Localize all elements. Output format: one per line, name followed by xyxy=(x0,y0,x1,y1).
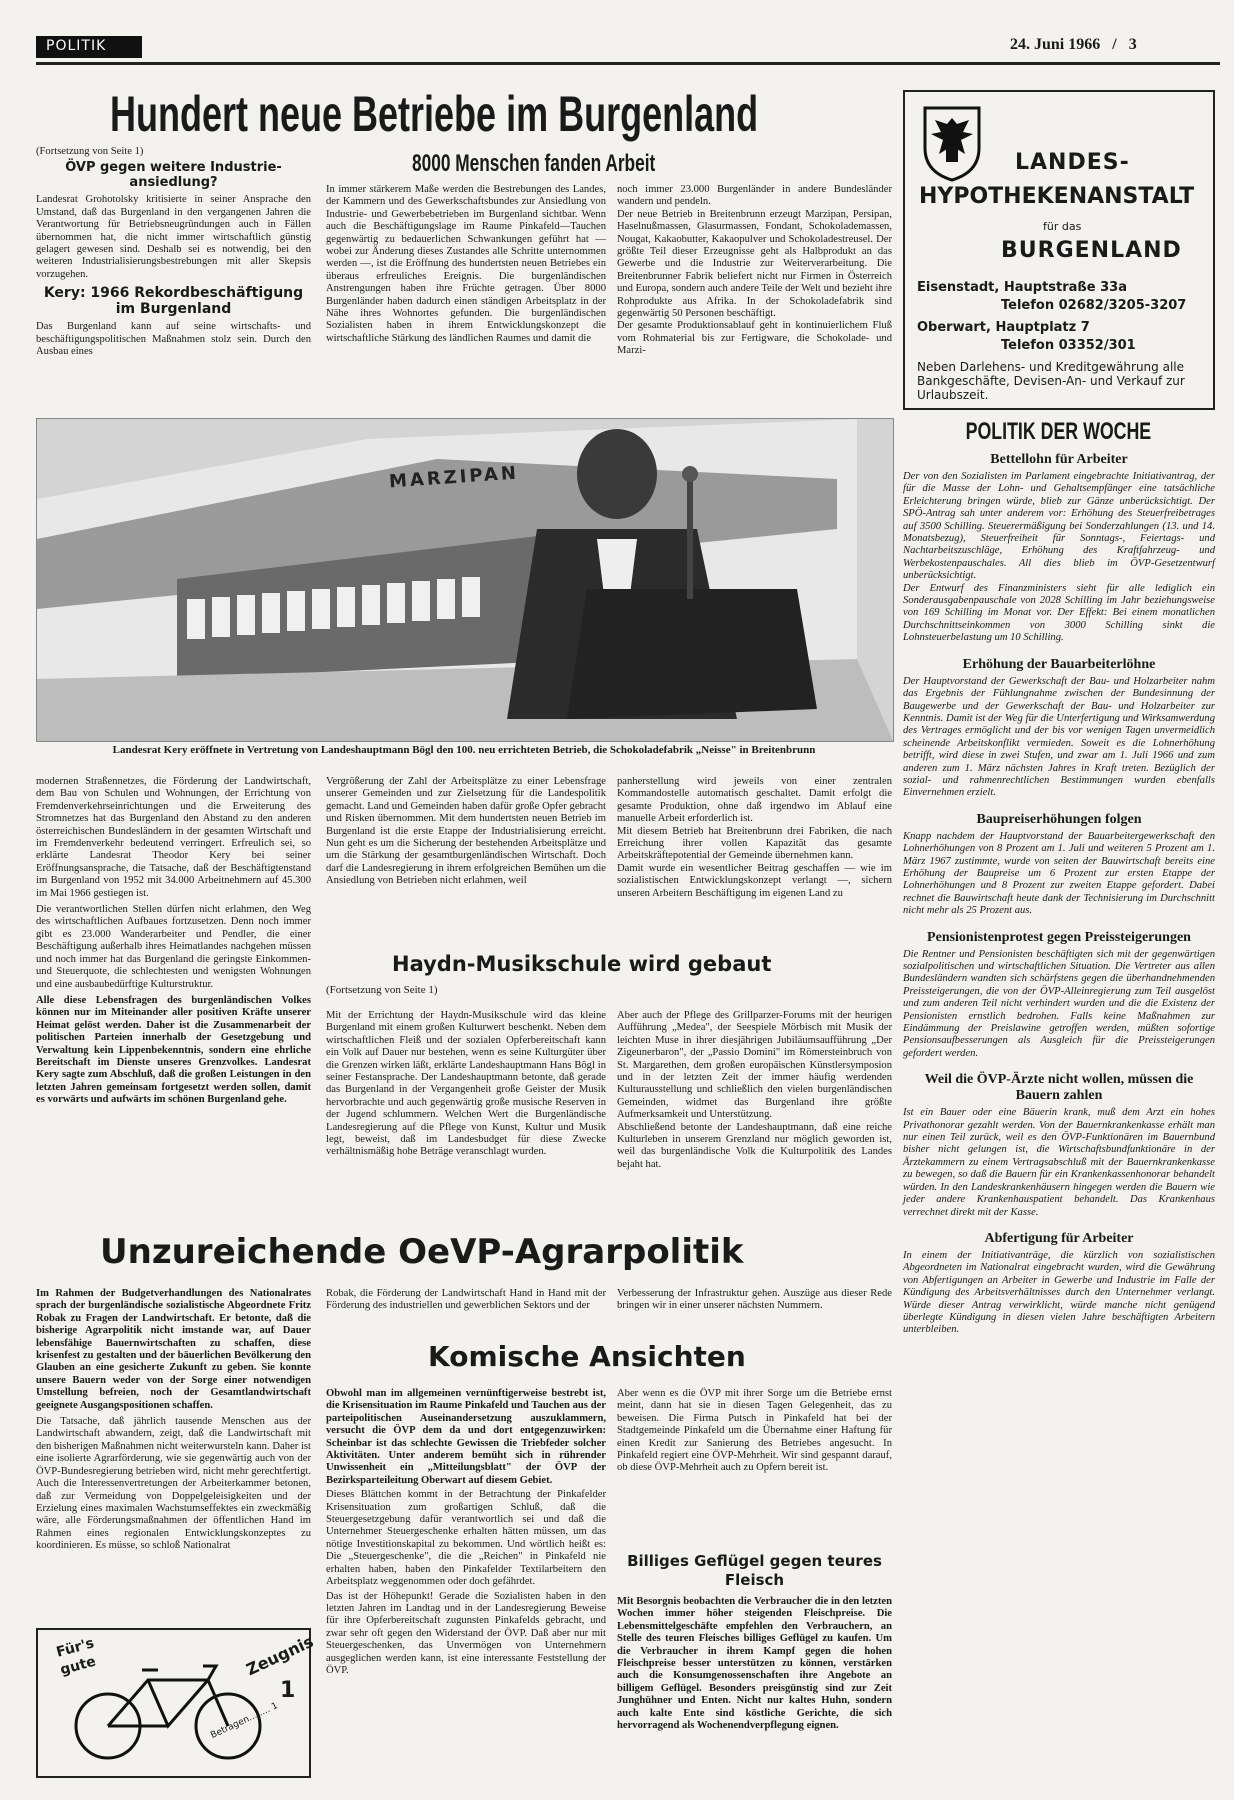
paragraph: Verbesserung der Infrastruktur gehen. Auszüge aus dieser Rede bringen wir in einer unserer nächsten Nummern. xyxy=(617,1288,892,1312)
ad-phone-1: Telefon 02682/3205-3207 xyxy=(1001,298,1187,313)
sidebar-head-1: Bettellohn für Arbeiter xyxy=(990,452,1128,467)
paragraph: modernen Straßennetzes, die Förderung der Landwirtschaft, dem Bau von Schulen und Wohnungen, der Errichtung von Fremdenverkehrseinrichtungen und die Erweiterung des Stromnetzes hat das Burgenland den Abstand zu den anderen österreichischen Bundesländern in der gesamten Wirtschaft und im Fremdenverkehr bedeutend verringert. Erfreulich sei, so erklärte Landesrat Theodor Kery bei seiner Eröffnungsansprache, die Tatsache, daß der Beschäftigtenstand im Burgenland von 1952 mit 34.000 Arbeitnehmern auf 45.300 im Mai 1966 gestiegen ist. xyxy=(36,776,311,899)
subhead-kery: Kery: 1966 Rekordbeschäftigung im Burgenland xyxy=(43,285,304,318)
ad-fuer: für das xyxy=(1043,220,1082,233)
paragraph: Ist ein Bauer oder eine Bäuerin krank, muß dem Arzt ein hohes Privathonorar gezahlt werden. Von der Bauernkrankenkasse erhält man nur einen Teil zurück, weil es den ÖVP-Funktionären im Bauernbund bisher nicht gelungen ist, die Wirtschaftsbundfunktionäre in der Ärztekammern zu einem Vertragsabschluß mit der Bauernkrankenkasse zu bewegen, so daß die Bauern für ein Krankenkassenhonorar behandelt würden. In den Landeskrankenhäusern hingegen werden die Bauern wie jeder andere Krankenhauspatient behandelt. Das Krankenhaus verrechnet direkt mit der Kasse. xyxy=(903,1107,1215,1218)
lower-col-2 xyxy=(326,776,606,888)
haydn-col-1 xyxy=(326,1010,606,1159)
komisch-col-2 xyxy=(617,1388,892,1475)
main-headline: Hundert neue Betriebe im Burgenland xyxy=(110,86,759,142)
sidebar-title: POLITIK DER WOCHE xyxy=(965,418,1152,445)
subhead-oevp: ÖVP gegen weitere Industrie-ansiedlung? xyxy=(65,160,282,191)
paragraph: Obwohl man im allgemeinen vernünftigerweise bestrebt ist, die Krisensituation im Raume Pinkafeld und Tauchen aus der parteipolitischen Auseinandersetzung auszuklammern, versucht die ÖVP dem da und dort entgegenzuwirken: Scheinbar ist das schlechte Gewissen die Triebfeder solcher Aktivitäten. Unter anderem bemüht sich in rührender Unwissenheit ein „Mitteilungsblatt" der ÖVP der Bezirksparteileitung Oberwart auf diesem Gebiet. xyxy=(326,1388,606,1486)
page-number: 3 xyxy=(1128,36,1137,53)
ad-name-3: BURGENLAND xyxy=(1001,238,1182,263)
gefluegel-body xyxy=(617,1596,892,1732)
paragraph: Der von den Sozialisten im Parlament eingebrachte Initiativantrag, der für die Masse der Lohn- und Gehaltsempfänger eine tatsächliche Erleichterung bringen würde, blieb zur Gänze unberücksichtigt. Der SPÖ-Antrag sah unter anderem vor: Erhöhung des Steuerfreibetrages auf 3500 Schilling. Steuerermäßigung bei Sonderzahlungen (13. und 14. Monatsbezug), Steuerfreiheit für Sonntags-, Feiertags- und Nachtarbeitszuschläge, Erhöhung des Kraftfahrzeug- und Werbekostenpauschales. All dies blieb im ÖVP-Gesetzentwurf unberücksichtigt. xyxy=(903,471,1215,582)
paragraph: In immer stärkerem Maße werden die Bestrebungen des Landes, der Kammern und des Gewerkschaftsbundes zur Ansiedlung von Industrie- und Gewerbebetrieben im Burgenland sichtbar. Wenn auch die Beschäftigungslage im Raume Pinkafeld—Tauchen gegenwärtig zu bedauerlichen Schwankungen geführt hat — wobei zur Änderung dieses Zustandes alle Schritte unternommen werden —, ist die Eröffnung des hundertsten neuen Betriebes ein überaus erfreuliches Ereignis. Die burgenländischen Anstrengungen haben ihre Früchte getragen. Über 8000 Burgenländer haben dadurch einen ständigen Arbeitsplatz in der Nähe ihres Wohnortes gefunden. Die burgenländischen Sozialisten haben in ihrem Entwicklungskonzept die wirtschaftliche Stärkung des ländlichen Raumes und damit die xyxy=(326,184,606,344)
paragraph: Vergrößerung der Zahl der Arbeitsplätze zu einer Lebensfrage unserer Gemeinden und zur Zielsetzung für die Landespolitik gemacht. Land und Gemeinden haben dafür große Opfer gebracht und Risken übernommen. Mit dem hundertsten neuen Betrieb im Burgenland ist die erste Etappe der Industrialisierung erreicht. Nun geht es um die Sicherung der bestehenden Arbeitsplätze und um die Stärkung der gesamtburgenländischen Wirtschaft. Doch darf die Landesregierung in ihrem erfolgreichen Bemühen um die Ansiedlung von Betrieben nicht erlahmen, weil xyxy=(326,776,606,887)
paragraph: Der Entwurf des Finanzministers sieht für alle lediglich ein Sonderausgabenpauschale von 2028 Schilling im Jahr beziehungsweise von 169 Schilling im Monat vor. Der Effekt: Bei einem monatlichen Durchschnittseinkommen von 3000 Schilling sinkt die Lohnsteuerbelastung um 10 Schilling. xyxy=(903,582,1215,644)
paragraph: Aber wenn es die ÖVP mit ihrer Sorge um die Betriebe ernst meint, dann hat sie in diesen Tagen Gelegenheit, das zu beweisen. Die Firma Putsch in Pinkafeld hat bei der Stadtgemeinde Pinkafeld um die Übernahme einer Haftung für einen Kredit zur Sanierung des Betriebes angesucht. In Pinkafeld regiert eine ÖVP-Mehrheit. Wir sind gespannt darauf, ob diese ÖVP-Mehrheit auch zu Opfern bereit ist. xyxy=(617,1388,892,1474)
haydn-headline: Haydn-Musikschule wird gebaut xyxy=(392,952,772,976)
eagle-crest-icon xyxy=(917,102,987,182)
komisch-col-1 xyxy=(326,1388,606,1677)
paragraph: Die Rentner und Pensionisten beschäftigten sich mit der gegenwärtigen sozialpolitischen und wirtschaftlichen Situation. Die Vertreter aus allen Bundesländern wandten sich schärfstens gegen die überhandnehmenden Preissteigerungen, die von der ÖVP-Alleinregierung zum Teil ausgelöst und zum anderen Teil nicht verhindert wurden und die die Existenz der Pensionisten ernstlich bedrohen. Falls keine Maßnahmen zur Eindämmung der Preislawine getroffen werden, müßten sofortige Pensionsaufbesserungen als Ausgleich für die Preissteigerungen gefordert werden. xyxy=(903,948,1215,1059)
header-rule xyxy=(36,62,1220,65)
sidebar-head-5: Weil die ÖVP-Ärzte nicht wollen, müssen die Bauern zahlen xyxy=(924,1072,1194,1104)
paragraph: In einem der Initiativanträge, die kürzlich von sozialistischen Abgeordneten im Nationalrat eingebracht wurden, wird die Gewährung von Abfertigungen an Arbeiter in Gewerbe und Industrie im Falle der Kündigung des Arbeitsverhältnisses durch den Unternehmer verlangt. Würde dieser Antrag verwirklicht, würde manche nicht genügend überlegte Kündigung in diesen vielen Jahre beschäftigten Arbeitern unterbleiben. xyxy=(903,1249,1215,1336)
photo-caption: Landesrat Kery eröffnete in Vertretung von Landeshauptmann Bögl den 100. neu errichteten Betrieb, die Schokoladefabrik „Neisse" in Breitenbrunn xyxy=(112,744,816,756)
paragraph: Das Burgenland kann auf seine wirtschafts- und beschäftigungspolitischen Maßnahmen stolz sein. Durch den Ausbau eines xyxy=(36,321,311,358)
paragraph: Landesrat Grohotolsky kritisierte in seiner Ansprache den Umstand, daß das Burgenland in den vergangenen Jahren die Verantwortung für Betriebsneugründungen auch in Fällen übernommen hat, die nicht immer wirtschaftlich günstig gelagert gewesen sind. Deshalb sei es notwendig, bei den weiteren Industrialisierungsbestrebungen mit aller Skepsis vorzugehen. xyxy=(36,194,311,280)
haydn-continued: (Fortsetzung von Seite 1) xyxy=(326,984,438,996)
bike-ad-text-1: Für's xyxy=(54,1635,96,1661)
paragraph: Robak, die Förderung der Landwirtschaft Hand in Hand mit der Förderung des industriellen und gewerblichen Sektors und der xyxy=(326,1288,606,1312)
paragraph: Die Tatsache, daß jährlich tausende Menschen aus der Landwirtschaft abwandern, zeigt, daß die Landwirtschaft mit den bisherigen Maßnahmen nicht weiterwursteln kann. Daher ist eine isolierte Agrarförderung, wie sie gegenwärtig auch von der ÖVP-Bundesregierung betrieben wird, nicht mehr gerechtfertigt. Auch die Interessenvertretungen der Arbeiterkammer betonen, daß zur Vermeidung von Doppelgeleisigkeiten und der Erzielung eines maximalen Wachstumseffektes ein zweckmäßig wäre, alle Förderungsmaßnahmen der öffentlichen Hand im Rahmen eines regionalen Entwicklungskonzeptes zu koordinieren. Es müsse, so schloß Nationalrat xyxy=(36,1416,311,1552)
paragraph: panherstellung wird jeweils von einer zentralen Kommandostelle automatisch geschaltet. Damit erfolgt die gesamte Produktion, ohne daß irgendwo im Ablauf eine manuelle Arbeit erforderlich ist. xyxy=(617,776,892,825)
sidebar-head-3: Baupreiserhöhungen folgen xyxy=(976,811,1142,827)
factory-sign: MARZIPAN xyxy=(388,462,520,493)
paragraph: Aber auch der Pflege des Grillparzer-Forums mit der heurigen Aufführung „Medea", der Seespiele Mörbisch mit Musik der leichten Muse in ihrer diesjährigen Jubiläumsaufführung „Der Zigeunerbaron", der „Passio Domini" im Römersteinbruch von St. Margarethen, dem großen europäischen Künstlersymposion und in der letzten Zeit der immer häufig werdenden Kulturausstellung und schließlich den vielen burgenländischen Gemeinden, widmet das Burgenland ihre größte Aufmerksamkeit und Unterstützung. xyxy=(617,1010,892,1121)
haydn-col-2 xyxy=(617,1010,892,1171)
bank-advertisement xyxy=(903,90,1215,410)
ad-address-1: Eisenstadt, Hauptstraße 33a xyxy=(917,280,1127,295)
issue-date: 24. Juni 1966 xyxy=(1010,36,1101,53)
article-col-3 xyxy=(617,184,892,358)
header-date-line xyxy=(1010,36,1137,54)
article-col-2 xyxy=(326,184,606,345)
paragraph: Im Rahmen der Budgetverhandlungen des Nationalrates sprach der burgenländische sozialistische Abgeordnete Fritz Robak zu Fragen der Landwirtschaft. Er betonte, daß die bisherige Agrarpolitik nicht imstande war, auf Dauer lebensfähige Bauernwirtschaften zu schaffen, diese krisenfest zu gestalten und der bäuerlichen Bevölkerung den Glauben an eine gesicherte Zukunft zu geben. Sie konnte unsere Bauern weder von der Sorge einer notwendigen Umstellung befreien, noch der Gesamtlandwirtschaft geeignete Ausgangspositionen schaffen. xyxy=(36,1288,311,1411)
paragraph: Mit der Errichtung der Haydn-Musikschule wird das kleine Burgenland mit einem großen Kulturwert beschenkt. Neben dem wirtschaftlichen Fleiß und der sozialen Opferbereitschaft kann ein Volk auf Dauer nur bestehen, wenn es seine Kulturgüter über die Grenzen wirken läßt, erklärte Landeshauptmann Hans Bögl in seiner Festansprache. Der Landeshauptmann betonte, daß gerade das Burgenland in der Vergangenheit große Geister der Musik hervorbrachte und auch gegenwärtig große musische Reserven in der Jugend schlummern. Welchen Wert die Burgenländische Landesregierung auf die Pflege von Kunst, Kultur und Musik legt, beweist, daß im Landesbudget für diese Zwecke verhältnismäßig hohe Beträge veranschlagt wurden. xyxy=(326,1010,606,1158)
agrar-col-1 xyxy=(36,1288,311,1553)
paragraph: Mit Besorgnis beobachten die Verbraucher die in den letzten Wochen immer höher steigenden Fleischpreise. Die Lebensmittelgeschäfte empfehlen den Verbrauchern, an Stelle des teuren Fleisches billiges Geflügel zu kaufen. Um die Verbraucher in ihrem Kampf gegen die hohen Fleischpreise besser unterstützen zu können, verstärken auch die Konsumgenossenschaften ihre Angebote an billigem Geflügel. Besonders preisgünstig sind zur Zeit Junghühner und Enten. Nicht nur kaltes Huhn, sondern auch kalte Ente sind köstliche Gerichte, die sich hervorragend als Wochenendverpflegung eignen. xyxy=(617,1596,892,1732)
agrar-headline: Unzureichende OeVP-Agrarpolitik xyxy=(100,1232,744,1272)
gefluegel-headline: Billiges Geflügel gegen teures Fleisch xyxy=(627,1552,882,1589)
bike-ad-text-3: Zeugnis xyxy=(243,1631,317,1680)
komisch-headline: Komische Ansichten xyxy=(428,1340,746,1373)
sidebar-head-4: Pensionistenprotest gegen Preissteigerungen xyxy=(927,929,1191,945)
paragraph: Die verantwortlichen Stellen dürfen nicht erlahmen, den Weg des wirtschaftlichen Aufbaues fortzusetzen. Denn noch immer gibt es 23.000 Wanderarbeiter und Pendler, die einer Beschäftigung außerhalb ihres Heimatlandes nachgehen müssen und noch immer hat das Burgenland die geringste Einkommen- und Steuerquote, die schlechtesten und wenigsten Wohnungen und eine ausbaubedürftige Kulturstruktur. xyxy=(36,904,311,990)
paragraph: Der Hauptvorstand der Gewerkschaft der Bau- und Holzarbeiter nahm das Ergebnis der Fühlungnahme zwischen der Bundesinnung der Baugewerbe und der Gewerkschaft der Bau- und Holzarbeiter zur Kenntnis. Damit ist der Weg für die Unterfertigung und Wirksamwerdung des Vertrages ermöglicht und der bis vor wenigen Tagen unvermeidlich scheinende Arbeitskonflikt vermieden. Soweit es die Lohnerhöhung betrifft, wird diese in zwei Stufen, und zwar am 1. Juli 1966 und zum anderen zum 1. März nächsten Jahres in Kraft treten. Bezüglich der sozial- und rahmenrechtlichen Bestimmungen wurden ebenfalls Einvernehmen erzielt. xyxy=(903,675,1215,799)
bike-ad-text-2: gute xyxy=(58,1653,98,1679)
paragraph: Der gesamte Produktionsablauf geht in kontinuierlichem Fluß vom Rohmaterial bis zur Fertigware, die Schokolade- und Marzi- xyxy=(617,320,892,357)
photo-factory-opening xyxy=(36,418,894,742)
paragraph: Knapp nachdem der Hauptvorstand der Bauarbeitergewerkschaft den Lohnerhöhungen von 8 Prozent am 1. Juli und weiteren 5 Prozent am 1. März 1967 zustimmte, wurde von seiten der Bauwirtschaft bereits eine Erhöhung der Baupreise um 6 Prozent zur ersten Etappe der Lohnerhöhungen und 8 Prozent zur zweiten Etappe gefordert. Dabei rechnet die Bauwirtschaft heute dank der Technisierung im Durchschnitt nicht mehr als 25 Prozent aus. xyxy=(903,830,1215,917)
article-col-1 xyxy=(36,146,311,358)
ad-name-2: HYPOTHEKENANSTALT xyxy=(919,184,1195,209)
ad-address-2: Oberwart, Hauptplatz 7 xyxy=(917,320,1090,335)
bike-advertisement xyxy=(36,1628,317,1778)
ad-phone-2: Telefon 03352/301 xyxy=(1001,338,1136,353)
continued-note: (Fortsetzung von Seite 1) xyxy=(36,146,144,157)
date-separator: / xyxy=(1112,36,1117,53)
paragraph: Das ist der Höhepunkt! Gerade die Sozialisten haben in den letzten Jahren im Landtag und in der Landesregierung Beweise für ihre Opferbereitschaft zugunsten Pinkafelds gebracht, und zwar sehr oft gegen den Widerstand der ÖVP. Daß aber nur mit Steuergeschenken, das Unvermögen von Unternehmern ausgeglichen werden kann, ist eine interessante Feststellung der ÖVP. xyxy=(326,1590,606,1676)
paragraph: Der neue Betrieb in Breitenbrunn erzeugt Marzipan, Persipan, Haselnußmassen, Glasurmassen, Fondant, Schokolademassen, Nougat, Kakaobutter, Kakaopulver und Schokoladestreusel. Der größte Teil dieser Erzeugnisse geht als Halbprodukt an das Gewerbe und die Industrie zur Weiterverarbeitung. Die Breitenbrunner Fabrik beliefert nicht nur Firmen in Österreich und Europa, sondern auch andere Teile der Welt und bezieht ihre Rohprodukte aus Afrika. In der Schokoladefabrik sind gegenwärtig 50 Personen beschäftigt. xyxy=(617,208,892,320)
agrar-col-2 xyxy=(326,1288,606,1313)
section-label: POLITIK xyxy=(46,38,107,54)
paragraph: Alle diese Lebensfragen des burgenländischen Volkes können nur im Miteinander aller positiven Kräfte unserer Heimat gelöst werden. Daher ist die Zusammenarbeit der politischen Parteien innerhalb der Gesetzgebung und Verwaltung kein Lippenbekenntnis, sondern eine ehrliche Bereitschaft im Dienste unseres Grenzvolkes. Landesrat Kery sagte zum Abschluß, daß die großen Leistungen in den letzten Jahren gemeinsam fortgesetzt werden sollen, damit es vorwärts und aufwärts im schönen Burgenland gehe. xyxy=(36,994,311,1106)
bike-ad-text-4: 1 xyxy=(280,1678,296,1703)
sidebar-head-2: Erhöhung der Bauarbeiterlöhne xyxy=(962,656,1156,672)
bike-ad-text-5: Betragen........ 1 xyxy=(209,1701,280,1741)
subhead-8000: 8000 Menschen fanden Arbeit xyxy=(412,150,656,177)
lower-col-1 xyxy=(36,776,311,1107)
sidebar-politik-der-woche xyxy=(903,418,1215,1337)
agrar-col-3 xyxy=(617,1288,892,1313)
paragraph: Mit diesem Betrieb hat Breitenbrunn drei Fabriken, die nach Erreichung ihrer vollen Kapazität das gesamte Arbeitskräftepotential der Gemeinde übernehmen kann. xyxy=(617,825,892,862)
ad-services: Neben Darlehens- und Kreditgewährung alle Bankgeschäfte, Devisen-An- und Verkauf zur Urlaubszeit. xyxy=(917,360,1185,402)
sidebar-head-6: Abfertigung für Arbeiter xyxy=(984,1230,1134,1246)
ad-name-1: LANDES- xyxy=(1015,150,1130,175)
lower-col-3 xyxy=(617,776,892,900)
paragraph: Abschließend betonte der Landeshauptmann, daß eine reiche Kulturleben in unserem Grenzland nur möglich geworden ist, weil das burgenländische Volk die Kulturpolitik des Landes bejaht hat. xyxy=(617,1121,892,1170)
paragraph: Dieses Blättchen kommt in der Betrachtung der Pinkafelder Krisensituation zum großartigen Schluß, daß die Steuergesetzgebung dafür verantwortlich sei und daß die Unternehmer Steuergeschenke erhalten hätten müssen, um das nötige Investitionskapital zu bekommen. Und wörtlich heißt es: Die „Steuergeschenke", die die „Reichen" in Pinkafeld nie erhalten haben, haben den Pinkafelder Textilarbeitern den Arbeitsplatz weggenommen oder doch gefährdet. xyxy=(326,1489,606,1588)
paragraph: Damit wurde ein wesentlicher Beitrag geschaffen — wie im sozialistischen Entwicklungskonzept verlangt —, sichern unseren Arbeitern Beschäftigung im eigenen Land zu xyxy=(617,862,892,899)
paragraph: noch immer 23.000 Burgenländer in andere Bundesländer wandern und pendeln. xyxy=(617,184,892,208)
